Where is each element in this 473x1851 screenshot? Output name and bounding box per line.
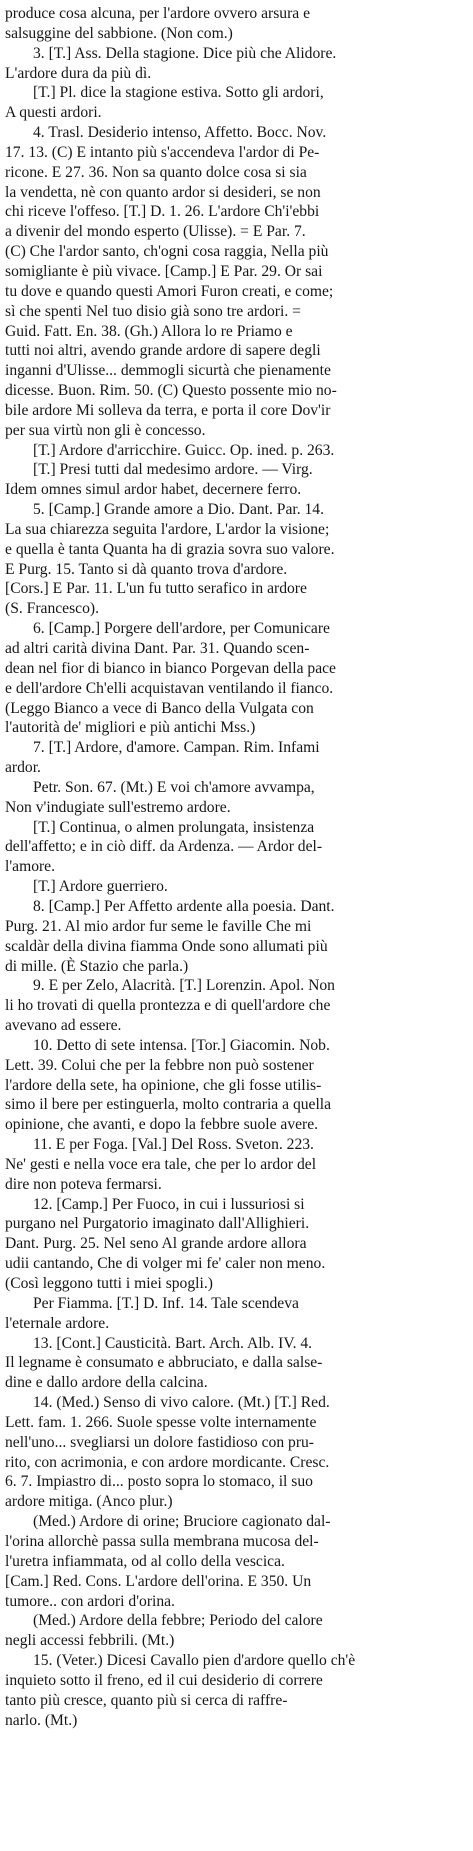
entry-text-line: li ho trovati di quella prontezza e di quell'ardore che xyxy=(5,997,331,1015)
entry-text-line: dire non poteva fermarsi. xyxy=(5,1175,162,1193)
entry-text-line: 10. Detto di sete intensa. [Tor.] Giacomin. Nob. xyxy=(33,1036,330,1054)
entry-text-line: [T.] Ardore guerriero. xyxy=(33,878,168,896)
entry-text-line: [Cam.] Red. Cons. L'ardore dell'orina. E 350. Un xyxy=(5,1572,312,1590)
entry-text-line: ricone. E 27. 36. Non sa quanto dolce cosa si sia xyxy=(5,163,307,181)
entry-text-line: L'ardore dura da più dì. xyxy=(5,64,152,82)
entry-text-line: 6. 7. Impiastro di... posto sopra lo stomaco, il suo xyxy=(5,1473,313,1491)
entry-text-line: l'autorità de' migliori e più antichi Mss.) xyxy=(5,719,256,737)
entry-text-line: (S. Francesco). xyxy=(5,600,99,618)
entry-text-line: 14. (Med.) Senso di vivo calore. (Mt.) [T.] Red. xyxy=(33,1394,330,1412)
entry-text-line: [T.] Continua, o almen prolungata, insistenza xyxy=(33,818,315,836)
entry-text-line: avevano ad essere. xyxy=(5,1017,122,1035)
entry-text-line: (Med.) Ardore di orine; Bruciore cagionato dal- xyxy=(33,1513,331,1531)
entry-text-line: Lett. 39. Colui che per la febbre non può sostener xyxy=(5,1056,314,1074)
entry-text-line: 4. Trasl. Desiderio intenso, Affetto. Bocc. Nov. xyxy=(33,124,327,142)
entry-text-line: La sua chiarezza seguita l'ardore, L'ardor la visione; xyxy=(5,520,330,538)
entry-text-line: Dant. Purg. 25. Nel seno Al grande ardore allora xyxy=(5,1235,307,1253)
entry-text-line: inganni d'Ulisse... demmogli sicurtà che pienamente xyxy=(5,362,331,380)
entry-text-line: 17. 13. (C) E intanto più s'accendeva l'ardor di Pe- xyxy=(5,143,320,161)
entry-text-line: nell'uno... svegliarsi un dolore fastidioso con pru- xyxy=(5,1433,314,1451)
entry-text-line: 5. [Camp.] Grande amore a Dio. Dant. Par. 14. xyxy=(33,501,325,519)
entry-text-line: Per Fiamma. [T.] D. Inf. 14. Tale scendeva xyxy=(33,1294,299,1312)
entry-text-line: produce cosa alcuna, per l'ardore ovvero arsura e xyxy=(5,5,310,22)
entry-text-line: Idem omnes simul ardor habet, decernere ferro. xyxy=(5,481,302,499)
entry-text-line: Lett. fam. 1. 266. Suole spesse volte internamente xyxy=(5,1413,317,1431)
entry-text-line: udii cantando, Che di volger mi fe' caler non meno. xyxy=(5,1255,326,1273)
entry-text-line: ardore mitiga. (Anco plur.) xyxy=(5,1493,173,1511)
entry-text-line: Guid. Fatt. En. 38. (Gh.) Allora lo re Priamo e xyxy=(5,322,293,340)
entry-text-line: dean nel fior di bianco in bianco Porgevan della pace xyxy=(5,659,336,677)
entry-text-line: l'uretra infiammata, od al collo della vescica. xyxy=(5,1552,285,1570)
entry-text-line: 12. [Camp.] Per Fuoco, in cui i lussuriosi si xyxy=(33,1195,305,1213)
entry-text-line: l'amore. xyxy=(5,858,56,876)
entry-text-line: a divenir del mondo esperto (Ulisse). = E Par. 7. xyxy=(5,223,306,241)
entry-text-line: la vendetta, nè con quanto ardor si desideri, se non xyxy=(5,183,321,201)
entry-text-line: salsuggine del sabbione. (Non com.) xyxy=(5,24,233,42)
entry-text-line: per sua virtù non gli è concesso. xyxy=(5,421,206,439)
entry-text-line: (Così leggono tutti i miei spogli.) xyxy=(5,1275,213,1292)
entry-text-line: Petr. Son. 67. (Mt.) E voi ch'amore avvampa, xyxy=(33,778,315,796)
entry-text-line: Non v'indugiate sull'estremo ardore. xyxy=(5,798,231,816)
entry-text-line: l'eternale ardore. xyxy=(5,1314,110,1332)
entry-text-line: [T.] Ardore d'arricchire. Guicc. Op. ined. p. 263. xyxy=(33,441,335,459)
entry-text-line: narlo. (Mt.) xyxy=(5,1711,78,1729)
entry-text-line: e quella è tanta Quanta ha di grazia sovra suo valore. xyxy=(5,540,335,558)
entry-text-line: negli accessi febbrili. (Mt.) xyxy=(5,1632,175,1650)
entry-text-line: sì che spenti Nel tuo disio già sono tre ardori. = xyxy=(5,302,301,320)
entry-text-line: 9. E per Zelo, Alacrità. [T.] Lorenzin. Apol. Non xyxy=(33,977,335,995)
entry-text-line: somigliante è più vivace. [Camp.] E Par. 29. Or sai xyxy=(5,262,323,280)
entry-text-line: (C) Che l'ardor santo, ch'ogni cosa raggia, Nella più xyxy=(5,243,329,261)
entry-text-line: Purg. 21. Al mio ardor fur seme le faville Che mi xyxy=(5,917,312,935)
entry-text-line: 13. [Cont.] Causticità. Bart. Arch. Alb. IV. 4. xyxy=(33,1334,313,1352)
entry-text-line: purgano nel Purgatorio imaginato dall'Allighieri. xyxy=(5,1215,310,1233)
entry-text-line: E Purg. 15. Tanto si dà quanto trova d'ardore. xyxy=(5,560,288,578)
entry-text-line: Ne' gesti e nella voce era tale, che per lo ardor del xyxy=(5,1155,317,1173)
entry-text-line: 3. [T.] Ass. Della stagione. Dice più che Alidore. xyxy=(33,44,337,62)
entry-text-line: ad altri carità divina Dant. Par. 31. Quando scen- xyxy=(5,640,310,657)
entry-text-line: ardor. xyxy=(5,759,41,777)
entry-text-line: dicesse. Buon. Rim. 50. (C) Questo possente mio no- xyxy=(5,382,337,400)
dictionary-entry-ardore xyxy=(5,4,467,1730)
entry-text-line: opinione, che avanti, e dopo la febbre suole avere. xyxy=(5,1116,319,1134)
entry-text-line: 11. E per Foga. [Val.] Del Ross. Sveton. 223. xyxy=(33,1136,314,1154)
entry-text-line: chi riceve l'offeso. [T.] D. 1. 26. L'ardore Ch'i'ebbi xyxy=(5,203,320,221)
entry-text-line: 6. [Camp.] Porgere dell'ardore, per Comunicare xyxy=(33,620,330,638)
entry-text-line: A questi ardori. xyxy=(5,104,102,122)
entry-text-line: tutti noi altri, avendo grande ardore di sapere degli xyxy=(5,342,321,360)
entry-text-line: l'ardore della sete, ha opinione, che gli fosse utilis- xyxy=(5,1076,322,1094)
entry-text-line: Il legname è consumato e abbruciato, e dalla salse- xyxy=(5,1354,323,1372)
entry-text-line: di mille. (È Stazio che parla.) xyxy=(5,957,189,975)
entry-text-line: [T.] Pl. dice la stagione estiva. Sotto gli ardori, xyxy=(33,84,324,102)
entry-text-line: tanto più cresce, quanto più si cerca di raffre- xyxy=(5,1691,288,1709)
entry-text-line: inquieto sotto il freno, ed il cui desiderio di correre xyxy=(5,1671,323,1689)
entry-text-line: dell'affetto; e in ciò diff. da Ardenza. — Ardor del- xyxy=(5,838,323,856)
entry-text-line: e dell'ardore Ch'elli acquistavan ventilando il fianco. xyxy=(5,679,334,697)
entry-text-line: 7. [T.] Ardore, d'amore. Campan. Rim. Infami xyxy=(33,739,320,757)
entry-text-line: scaldàr della divina fiamma Onde sono allumati più xyxy=(5,937,328,955)
entry-text-line: [Cors.] E Par. 11. L'un fu tutto serafico in ardore xyxy=(5,580,307,598)
entry-text-line: bile ardore Mi solleva da terra, e porta il core Dov'ir xyxy=(5,401,331,419)
entry-text-line: (Med.) Ardore della febbre; Periodo del calore xyxy=(33,1612,323,1630)
entry-text-line: l'orina allorchè passa sulla membrana mucosa del- xyxy=(5,1532,319,1550)
entry-text-line: (Leggo Bianco a vece di Banco della Vulgata con xyxy=(5,699,314,717)
entry-text-line: tumore.. con ardori d'orina. xyxy=(5,1592,175,1610)
entry-text-line: [T.] Presi tutti dal medesimo ardore. — Virg. xyxy=(33,461,313,479)
entry-text-line: simo il bere per estinguerla, molto contraria a quella xyxy=(5,1096,332,1114)
entry-text-line: dine e dallo ardore della calcina. xyxy=(5,1374,208,1392)
entry-text-line: tu dove e quando questi Amori Furon creati, e come; xyxy=(5,282,334,300)
entry-text-line: rito, con acrimonia, e con ardore mordicante. Cresc. xyxy=(5,1453,330,1471)
entry-text-line: 15. (Veter.) Dicesi Cavallo pien d'ardore quello ch'è xyxy=(33,1652,356,1670)
entry-text-line: 8. [Camp.] Per Affetto ardente alla poesia. Dant. xyxy=(33,897,335,915)
